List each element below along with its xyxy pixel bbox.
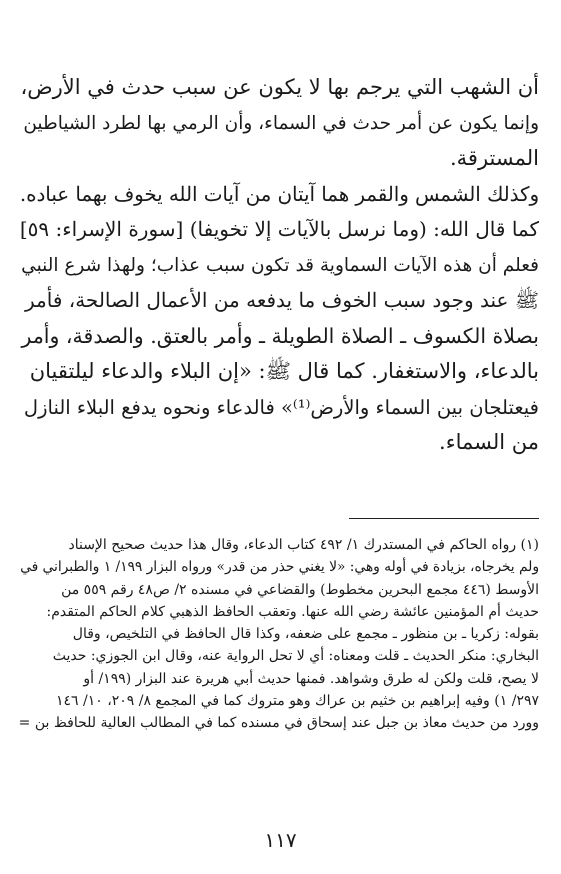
text-line: بالدعاء، والاستغفار. كما قال ﷺ: «إن البلاء والدعاء ليلتقيان	[29, 359, 539, 383]
text-line: وكذلك الشمس والقمر هما آيتان من آيات الله يخوف بهما عباده.	[19, 182, 539, 206]
footnote-line: (١) رواه الحاكم في المستدرك ١/ ٤٩٢ كتاب الدعاء، وقال هذا حديث صحيح الإسناد	[68, 537, 539, 553]
footnotes	[14, 534, 539, 735]
page-number: ١١٧	[264, 828, 297, 852]
footnote-separator	[349, 518, 539, 519]
footnote-line: وورد من حديث معاذ بن جبل عند إسحاق في مسنده كما في المطالب العالية للحافظ بن =	[18, 715, 539, 732]
footnote-line: البخاري: منكر الحديث ـ قلت ومعناه: أي لا تحل الرواية عنه، وقال ابن الجوزي: حديث	[52, 648, 539, 665]
footnote-line: لا يصح، قلت ولكن له طرق وشواهد. فمنها حديث أبي هريرة عند البزار (١٩٩/ أو	[83, 670, 539, 687]
footnote-line: حديث أم المؤمنين عائشة رضي الله عنها. وتعقب الحافظ الذهبي كلام الحاكم المتقدم:	[46, 603, 539, 620]
text-line: المسترقة.	[449, 146, 539, 170]
text-line: فيعتلجان بين السماء والأرض⁽¹⁾» فالدعاء ونحوه يدفع البلاء النازل	[23, 395, 539, 419]
text-line: ﷺ عند وجود سبب الخوف ما يدفعه من الأعمال الصالحة، فأمر	[24, 288, 539, 312]
footnote-line: ٢٩٧/ ١) وفيه إبراهيم بن خثيم بن عراك وهو متروك كما في المجمع ٨/ ٢٠٩، ١٠/ ١٤٦	[55, 693, 539, 710]
text-line: أن الشهب التي يرجم بها لا يكون عن سبب حدث في الأرض،	[20, 75, 539, 99]
text-line: وإنما يكون عن أمر حدث في السماء، وأن الرمي بها لطرد الشياطين	[23, 112, 539, 134]
text-line: بصلاة الكسوف ـ الصلاة الطويلة ـ وأمر بالعتق. والصدقة، وأمر	[21, 323, 539, 348]
main-text	[20, 70, 539, 461]
text-line: من السماء.	[439, 430, 539, 454]
footnote-line: ولم يخرجاه، بزيادة في أوله وهي: «لا يغني حذر من قدر» ورواه البزار ١٩٩/ ١ والطبراني في	[20, 559, 539, 576]
text-line: كما قال الله: (وما نرسل بالآيات إلا تخويفا) [سورة الإسراء: ٥٩]	[19, 217, 539, 241]
footnote-line: الأوسط (٤٤٦ مجمع البحرين مخطوط) والقضاعي في مسنده ٢/ ص٤٨ رقم ٥٥٩ من	[61, 581, 539, 598]
footnote-line: بقوله: زكريا ـ بن منظور ـ مجمع على ضعفه، وكذا قال الحافظ في التلخيص، وقال	[72, 626, 539, 643]
text-line: فعلم أن هذه الآيات السماوية قد تكون سبب عذاب؛ ولهذا شرع النبي	[21, 254, 539, 276]
